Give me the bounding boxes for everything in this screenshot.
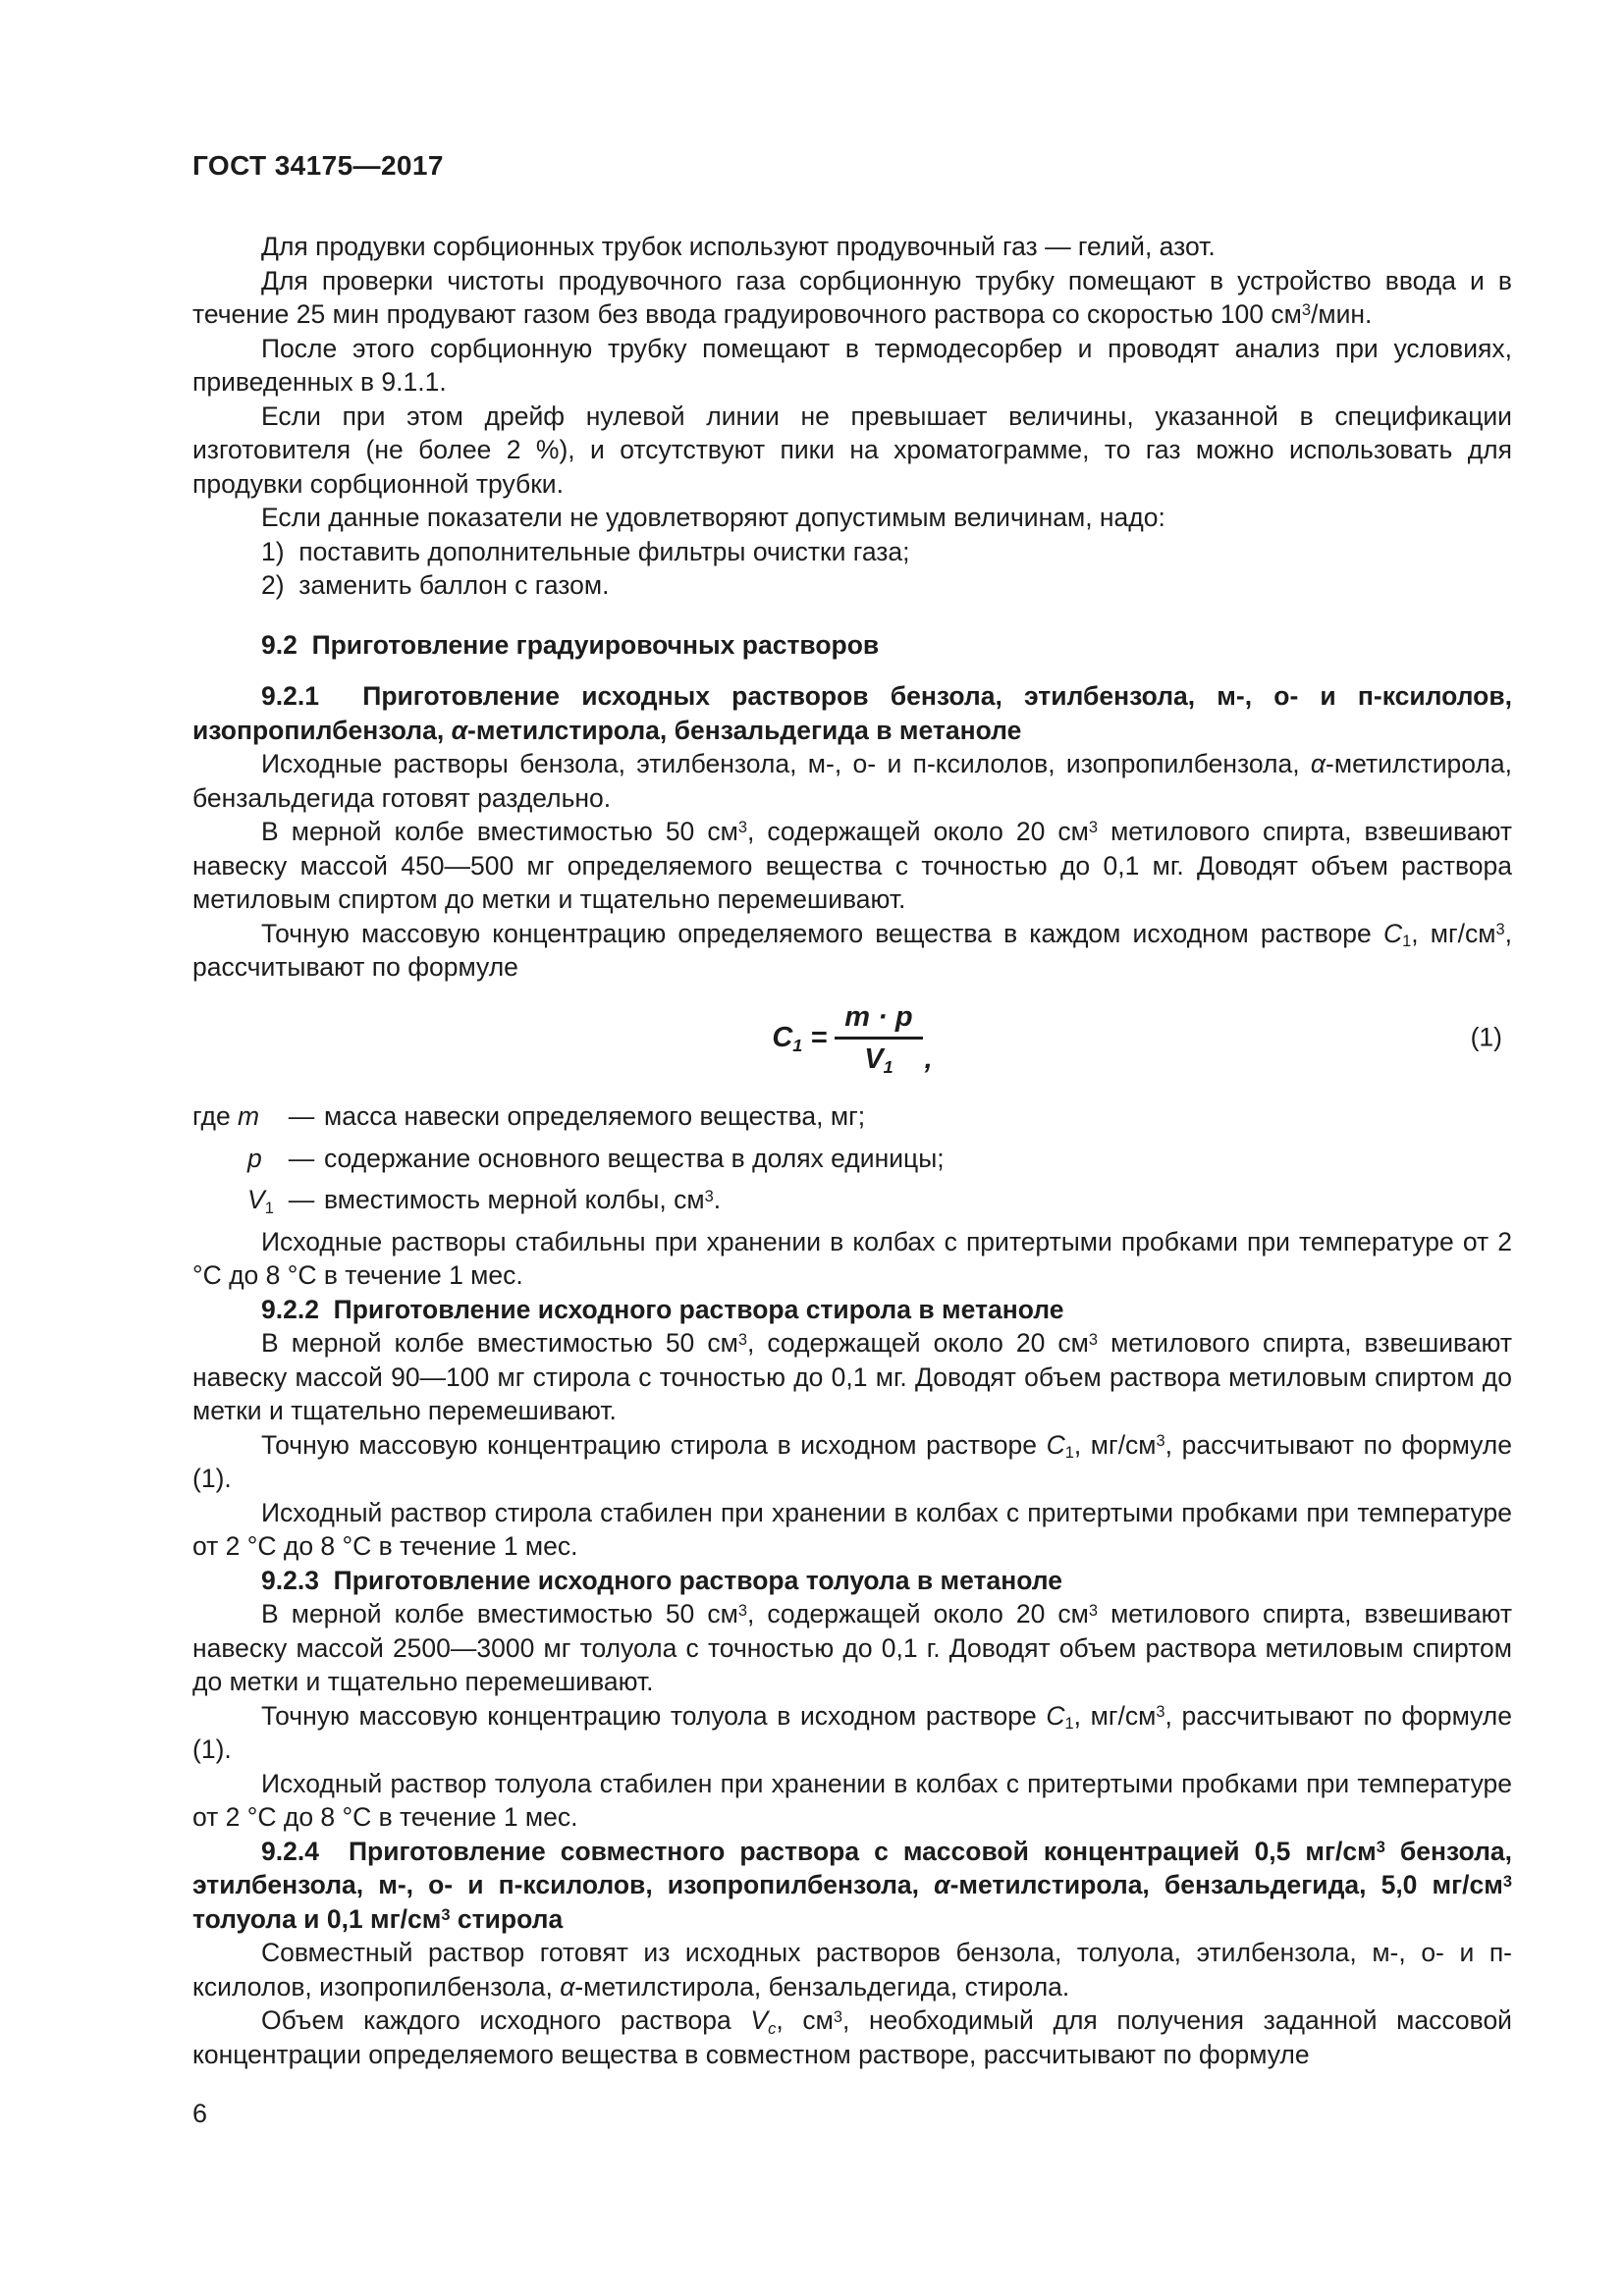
paragraph: 1) поставить дополнительные фильтры очистки газа;	[261, 536, 910, 566]
definition-term	[192, 1183, 279, 1217]
paragraph: После этого сорбционную трубку помещают в термодесорбер и проводят анализ при условиях, приведенных в 9.1.1.	[192, 333, 1512, 397]
paragraph: Исходные растворы бензола, этилбензола, м-, о- и п-ксилолов, изопропилбензола, α-метилстирола, бензальдегида готовят раздельно.	[192, 749, 1512, 813]
paragraph: Объем каждого исходного раствора Vc, $см^3$, необходимый для получения заданной массовой концентрации определяемого вещества в совместном растворе, рассчитывают по формуле	[192, 2005, 1512, 2069]
definition-text: вместимость мерной колбы, $см^3$.	[324, 1185, 722, 1215]
paragraph: Исходный раствор стирола стабилен при хранении в колбах с притертыми пробками при температуре от 2 °С до 8 °С в течение 1 мес.	[192, 1497, 1512, 1562]
paragraph: 2) заменить баллон с газом.	[261, 570, 610, 600]
paragraph: Совместный раствор готовят из исходных растворов бензола, толуола, этилбензола, м-, о- и п-ксилолов, изопропилбензола, α-метилстирола, бензальдегида, стирола.	[192, 1938, 1512, 2002]
definition-term: где m	[192, 1101, 260, 1132]
definition-dash: —	[288, 1101, 315, 1132]
paragraph: Если при этом дрейф нулевой линии не превышает величины, указанной в спецификации изготовителя (не более 2 %), и отсутствуют пики на хроматограмме, то газ можно использовать для продувки сорбционной трубки.	[192, 400, 1512, 499]
formula-fraction	[835, 1002, 922, 1075]
section-heading: 9.2 Приготовление градуировочных растворов	[261, 629, 880, 660]
definition-variable: V1	[247, 1185, 274, 1217]
paragraph: Если данные показатели не удовлетворяют допустимым величинам, надо:	[261, 503, 1165, 532]
document-body	[192, 230, 1512, 2071]
formula-numerator: m · p	[835, 1002, 922, 1040]
subsection-heading: 9.2.1 Приготовление исходных растворов бензола, этилбензола, м-, о- и п-ксилолов, изопропилбензола, α-метилстирола, бензальдегида в метаноле	[192, 681, 1512, 745]
subsection-heading: 9.2.3 Приготовление исходного раствора толуола в метаноле	[261, 1565, 1062, 1595]
formula-expression	[772, 1002, 932, 1075]
paragraph: В мерной колбе вместимостью 50 $см^3$, содержащей около 20 $см^3$ метилового спирта, взвешивают навеску массой 90—100 мг стирола с точностью до 0,1 мг. Доводят объем раствора метиловым спиртом до метки и тщательно перемешивают.	[192, 1328, 1512, 1426]
page-title: ГОСТ 34175—2017	[192, 150, 444, 181]
definition-variable: p	[247, 1143, 262, 1173]
paragraph: Точную массовую концентрацию определяемого вещества в каждом исходном растворе C1, $мг/см^3$, рассчитывают по формуле	[192, 918, 1512, 982]
page-content	[192, 0, 1512, 2131]
formula	[192, 1002, 1512, 1075]
paragraph: В мерной колбе вместимостью 50 $см^3$, содержащей около 20 $см^3$ метилового спирта, взвешивают навеску массой 450—500 мг определяемого вещества с точностью до 0,1 мг. Доводят объем раствора метиловым спиртом до метки и тщательно перемешивают.	[192, 817, 1512, 914]
paragraph: В мерной колбе вместимостью 50 $см^3$, содержащей около 20 $см^3$ метилового спирта, взвешивают навеску массой 2500—3000 мг толуола с точностью до 0,1 г. Доводят объем раствора метиловым спиртом до метки и тщательно перемешивают.	[192, 1599, 1512, 1697]
formula-comma: ,	[924, 1042, 933, 1075]
definition-text: масса навески определяемого вещества, мг;	[324, 1101, 866, 1132]
definition-item	[192, 1099, 1512, 1134]
definition-term	[192, 1142, 279, 1176]
subsection-heading: 9.2.2 Приготовление исходного раствора стирола в метаноле	[261, 1294, 1064, 1324]
definition-text: содержание основного вещества в долях единицы;	[324, 1143, 945, 1173]
formula-denominator: V1	[864, 1042, 893, 1077]
paragraph: Для проверки чистоты продувочного газа сорбционную трубку помещают в устройство ввода и в течение 25 мин продувают газом без ввода градуировочного раствора со скоростью 100 $см^3$/мин.	[192, 265, 1512, 329]
formula-number: (1)	[1470, 1022, 1502, 1052]
definition-item	[192, 1142, 1512, 1176]
paragraph: Исходные растворы стабильны при хранении в колбах с притертыми пробками при температуре от 2 °С до 8 °С в течение 1 мес.	[192, 1226, 1512, 1291]
definition-item	[192, 1183, 1512, 1217]
page-footer	[192, 2097, 1512, 2131]
paragraph: Точную массовую концентрацию толуола в исходном растворе C1, $мг/см^3$, рассчитывают по формуле (1).	[192, 1700, 1512, 1765]
paragraph: Точную массовую концентрацию стирола в исходном растворе C1, $мг/см^3$, рассчитывают по формуле (1).	[192, 1429, 1512, 1494]
formula-lhs: C1 =	[772, 1022, 828, 1055]
page-number: 6	[192, 2099, 208, 2129]
definition-dash: —	[288, 1143, 315, 1173]
paragraph: Для продувки сорбционных трубок используют продувочный газ — гелий, азот.	[261, 232, 1216, 261]
definition-dash: —	[288, 1185, 315, 1215]
subsection-heading: 9.2.4 Приготовление совместного раствора с массовой концентрацией 0,5 $мг/см^3$ бензола, этилбензола, м-, о- и п-ксилолов, изопропилбензола, α-метилстирола, бензальдегида, 5,0 $мг/см^3$ толуола и 0,1 $мг/см^3$ стирола	[192, 1836, 1513, 1934]
paragraph: Исходный раствор толуола стабилен при хранении в колбах с притертыми пробками при температуре от 2 °С до 8 °С в течение 1 мес.	[192, 1768, 1512, 1833]
